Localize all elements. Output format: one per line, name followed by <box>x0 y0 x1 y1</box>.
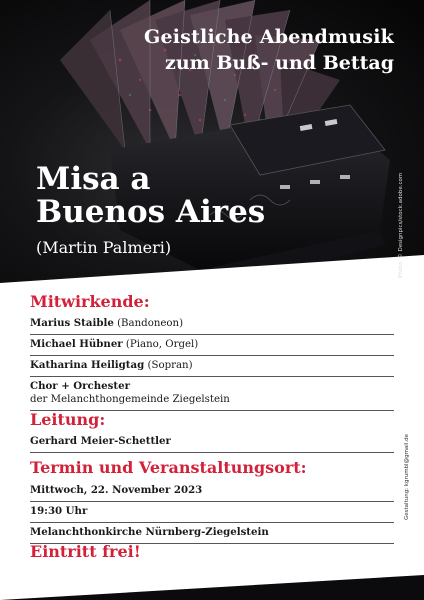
header-line-2: zum Buß- und Bettag <box>165 52 394 74</box>
list-item <box>30 377 394 411</box>
person-name: Katharina Heiligtag <box>30 359 145 371</box>
admission-text: Eintritt frei! <box>30 542 141 561</box>
event-place <box>30 523 394 544</box>
person-role: (Sopran) <box>147 360 193 371</box>
list-item <box>30 314 394 335</box>
event-date-text: Mittwoch, 22. November 2023 <box>30 484 203 496</box>
list-item <box>30 356 394 377</box>
event-time-text: 19:30 Uhr <box>30 505 88 517</box>
photo-credit: Photo: © Designpics/stock.adobe.com <box>398 172 404 278</box>
event-date <box>30 481 394 502</box>
termin-heading: Termin und Veranstaltungsort: <box>30 458 307 477</box>
leitung-list <box>30 432 394 453</box>
list-item <box>30 432 394 453</box>
list-item <box>30 335 394 356</box>
ensemble-name: Chor + Orchester <box>30 380 130 392</box>
event-place-text: Melanchthonkirche Nürnberg-Ziegelstein <box>30 526 269 538</box>
mitwirkende-list <box>30 314 394 411</box>
leitung-heading: Leitung: <box>30 410 106 429</box>
ensemble-detail: der Melanchthongemeinde Ziegelstein <box>30 394 230 405</box>
header-line-1: Geistliche Abendmusik <box>144 26 394 48</box>
composer: (Martin Palmeri) <box>36 238 172 257</box>
conductor-name: Gerhard Meier-Schettler <box>30 435 171 447</box>
mitwirkende-heading: Mitwirkende: <box>30 292 150 311</box>
title-line-2: Buenos Aires <box>36 194 266 230</box>
design-credit: Gestaltung: kgrumbl@gmail.de <box>404 434 410 520</box>
person-role: (Bandoneon) <box>117 318 184 329</box>
termin-list <box>30 481 394 544</box>
event-time <box>30 502 394 523</box>
person-role: (Piano, Orgel) <box>125 339 199 350</box>
person-name: Marius Staible <box>30 317 114 329</box>
person-name: Michael Hübner <box>30 338 123 350</box>
title-line-1: Misa a <box>36 161 151 197</box>
